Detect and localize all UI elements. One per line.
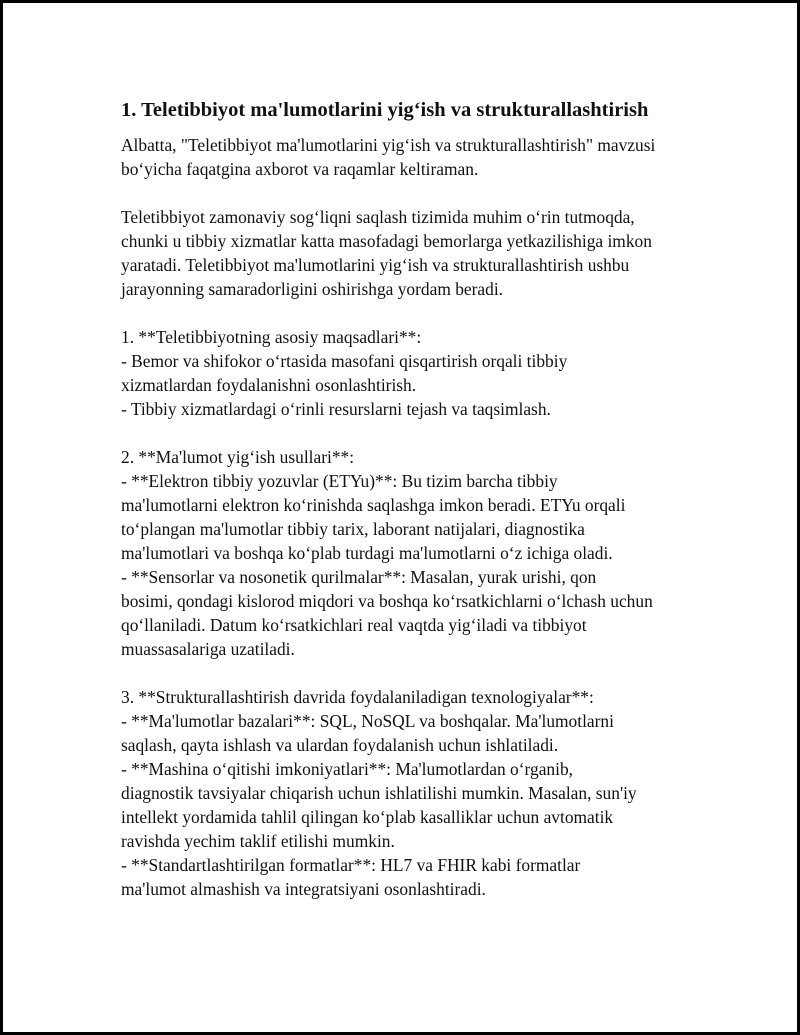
document-body	[118, 97, 693, 901]
section-goals: 1. **Teletibbiyotning asosiy maqsadlari**: - Bemor va shifokor o‘rtasida masofani qisqartirish orqali tibbiy xizmatlardan foydalanishni osonlashtirish. - Tibbiy xizmatlardagi o‘rinli resurslarni tejash va taqsimlash.	[121, 327, 568, 419]
section-collection-methods: 2. **Ma'lumot yig‘ish usullari**: - **Elektron tibbiy yozuvlar (ETYu)**: Bu tizim barcha tibbiy ma'lumotlarni elektron ko‘rinishda saqlashga imkon beradi. ETYu orqali to‘plangan ma'lumotlar tibbiy tarix, laborant natijalari, diagnostika ma'lumotlari va boshqa ko‘plab turdagi ma'lumotlarni o‘z ichiga oladi. - **Sensorlar va nosonetik qurilmalar**: Masalan, yurak urishi, qon bosimi, qondagi kislorod miqdori va boshqa ko‘rsatkichlarni o‘lchash uchun qo‘llaniladi. Datum ko‘rsatkichlari real vaqtda yig‘iladi va tibbiyot muassasalariga uzatiladi.	[121, 447, 653, 659]
intro-paragraph: Albatta, "Teletibbiyot ma'lumotlarini yig‘ish va strukturallashtirish" mavzusi bo‘yicha faqatgina axborot va raqamlar keltiraman.	[121, 135, 656, 179]
section-structuring-technologies: 3. **Strukturallashtirish davrida foydalaniladigan texnologiyalar**: - **Ma'lumotlar bazalari**: SQL, NoSQL va boshqalar. Ma'lumotlarni saqlash, qayta ishlash va ulardan foydalanish uchun ishlatiladi. - **Mashina o‘qitishi imkoniyatlari**: Ma'lumotlardan o‘rganib, diagnostik tavsiyalar chiqarish uchun ishlatilishi mumkin. Masalan, sun'iy intellekt yordamida tahlil qilingan ko‘plab kasalliklar uchun avtomatik ravishda yechim taklif etilishi mumkin. - **Standartlashtirilgan formatlar**: HL7 va FHIR kabi formatlar ma'lumot almashish va integratsiyani osonlashtiradi.	[121, 687, 637, 899]
overview-paragraph: Teletibbiyot zamonaviy sog‘liqni saqlash tizimida muhim o‘rin tutmoqda, chunki u tibbiy xizmatlar katta masofadagi bemorlarga yetkazilishiga imkon yaratadi. Teletibbiyot ma'lumotlarini yig‘ish va strukturallashtirish ushbu jarayonning samaradorligini oshirishga yordam beradi.	[121, 207, 652, 299]
document-heading: 1. Teletibbiyot ma'lumotlarini yig‘ish va strukturallashtirish	[121, 99, 649, 121]
